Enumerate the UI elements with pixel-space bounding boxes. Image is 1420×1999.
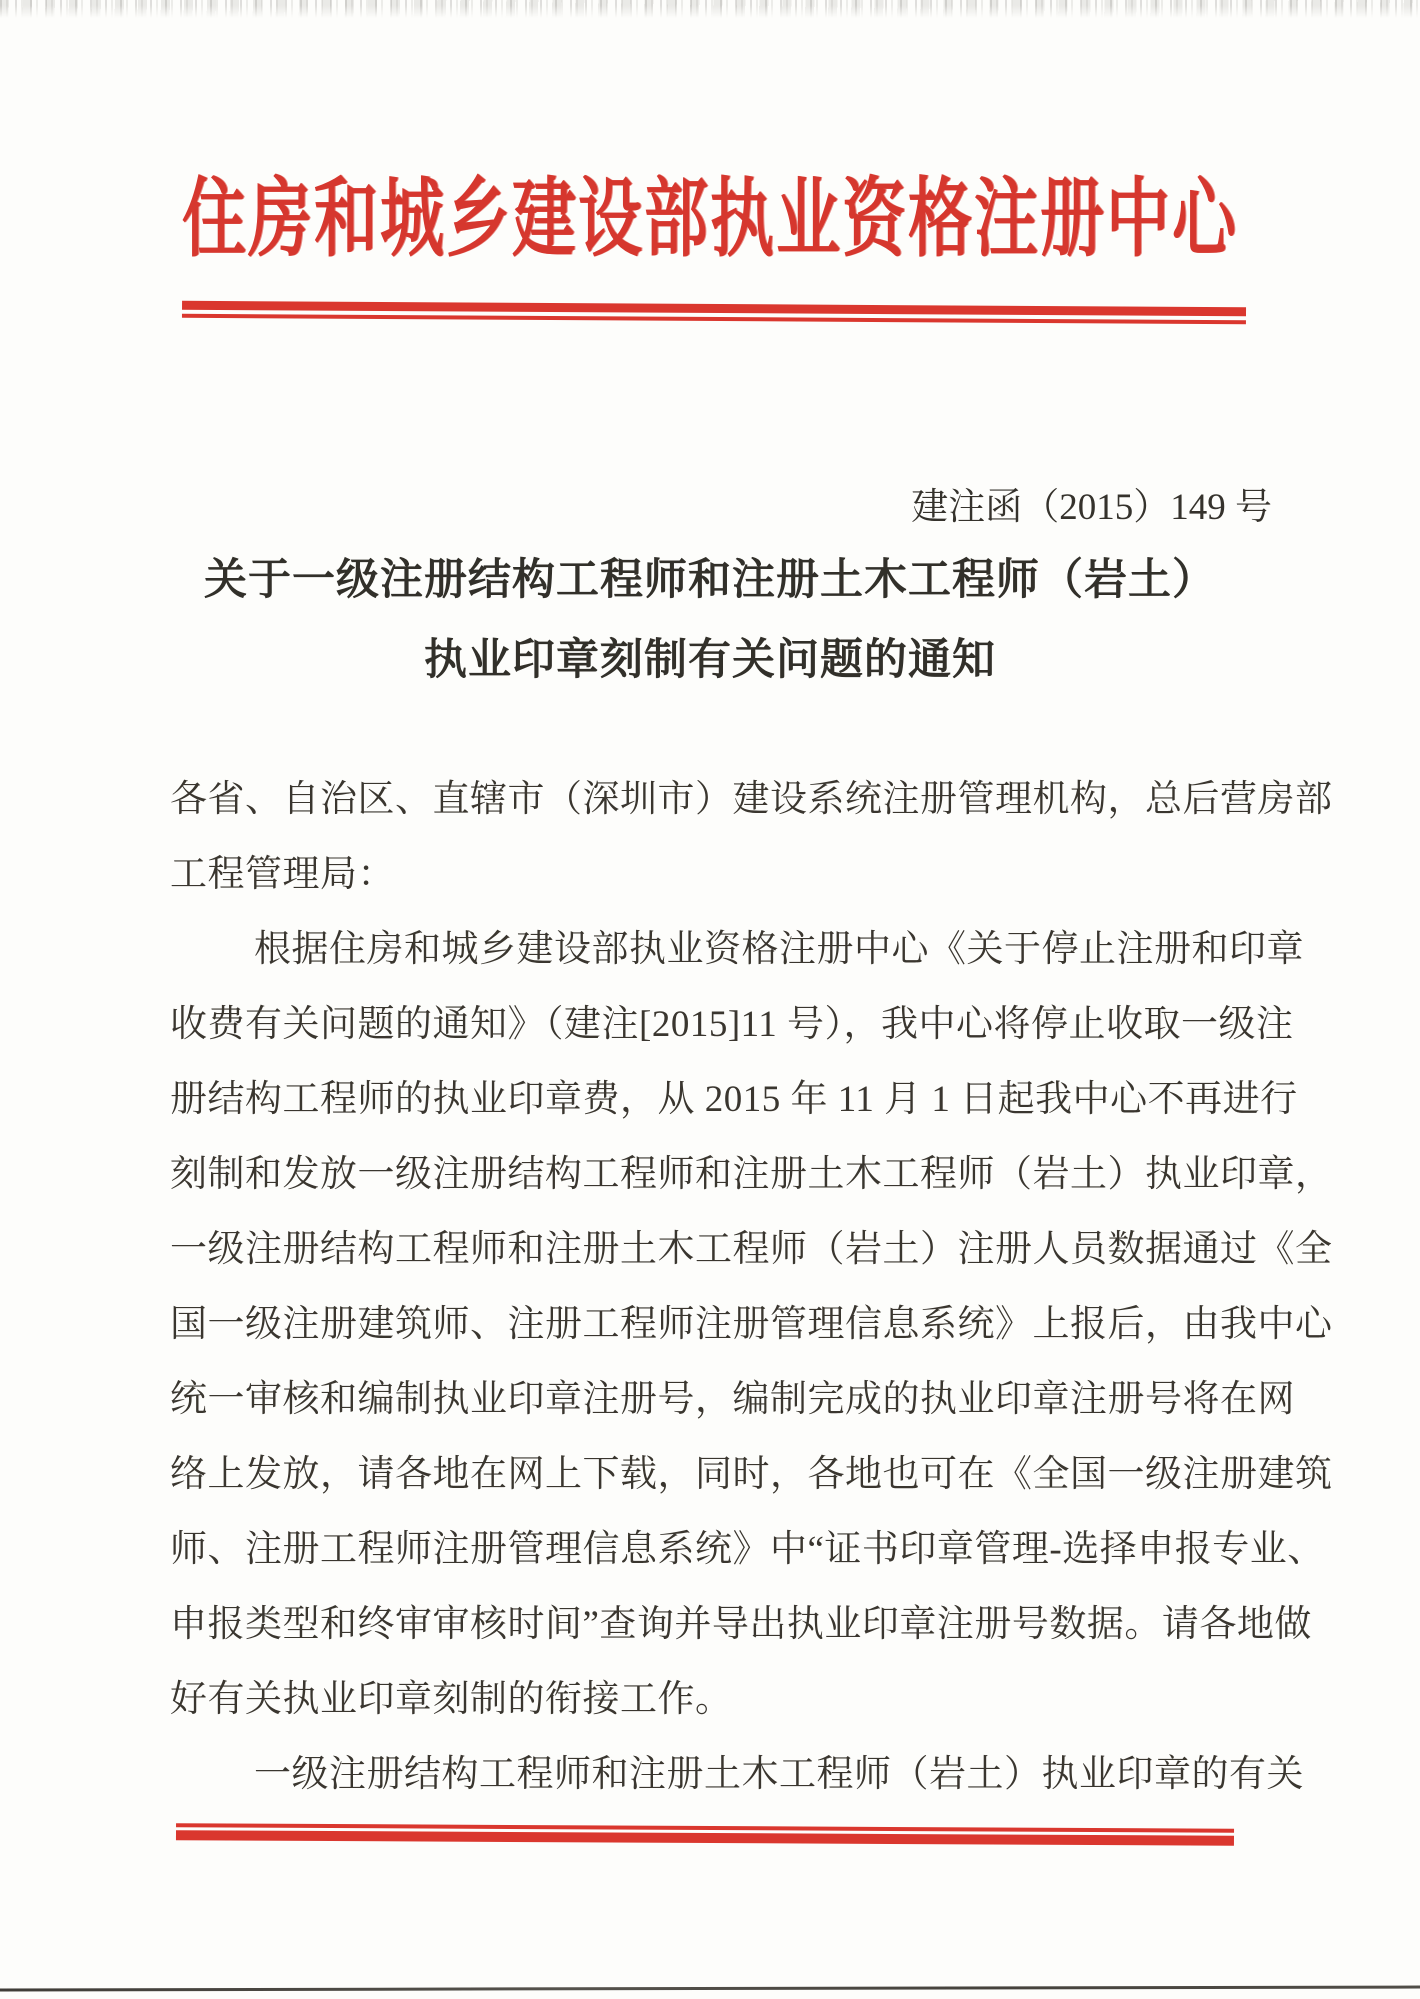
body-line: 络上发放，请各地在网上下载，同时，各地也可在《全国一级注册建筑 (170, 1454, 1333, 1495)
body-line: 师、注册工程师注册管理信息系统》中“证书印章管理-选择申报专业、 (170, 1529, 1325, 1570)
body-line: 收费有关问题的通知》（建注[2015]11 号），我中心将停止收取一级注 (170, 1004, 1294, 1045)
body-line: 根据住房和城乡建设部执业资格注册中心《关于停止注册和印章 (254, 929, 1304, 970)
body-line: 册结构工程师的执业印章费，从 2015 年 11 月 1 日起我中心不再进行 (170, 1079, 1298, 1120)
body-line: 一级注册结构工程师和注册土木工程师（岩土）注册人员数据通过《全 (170, 1229, 1333, 1270)
document-title-line-2: 执业印章刻制有关问题的通知 (424, 637, 996, 684)
body-line: 申报类型和终审审核时间”查询并导出执业印章注册号数据。请各地做 (170, 1604, 1312, 1645)
document-number: 建注函（2015）149 号 (911, 487, 1272, 528)
document-body (170, 762, 1333, 1812)
letterhead-divider-line (182, 301, 1246, 324)
body-line: 刻制和发放一级注册结构工程师和注册土木工程师（岩土）执业印章， (170, 1154, 1333, 1195)
body-line: 一级注册结构工程师和注册土木工程师（岩土）执业印章的有关 (254, 1754, 1304, 1795)
body-line: 统一审核和编制执业印章注册号，编制完成的执业印章注册号将在网 (170, 1379, 1295, 1420)
body-line: 好有关执业印章刻制的衔接工作。 (170, 1679, 733, 1720)
scan-page-edge (0, 1985, 1420, 1991)
body-line: 工程管理局： (170, 854, 395, 895)
body-line: 各省、自治区、直辖市（深圳市）建设系统注册管理机构，总后营房部 (170, 779, 1333, 820)
footer-divider-line (176, 1823, 1234, 1846)
body-line: 国一级注册建筑师、注册工程师注册管理信息系统》上报后，由我中心 (170, 1304, 1333, 1345)
scan-noise-band (0, 0, 1420, 18)
document-title-line-1: 关于一级注册结构工程师和注册土木工程师（岩土） (204, 557, 1216, 604)
letterhead-org-name: 住房和城乡建设部执业资格注册中心 (182, 171, 1238, 267)
